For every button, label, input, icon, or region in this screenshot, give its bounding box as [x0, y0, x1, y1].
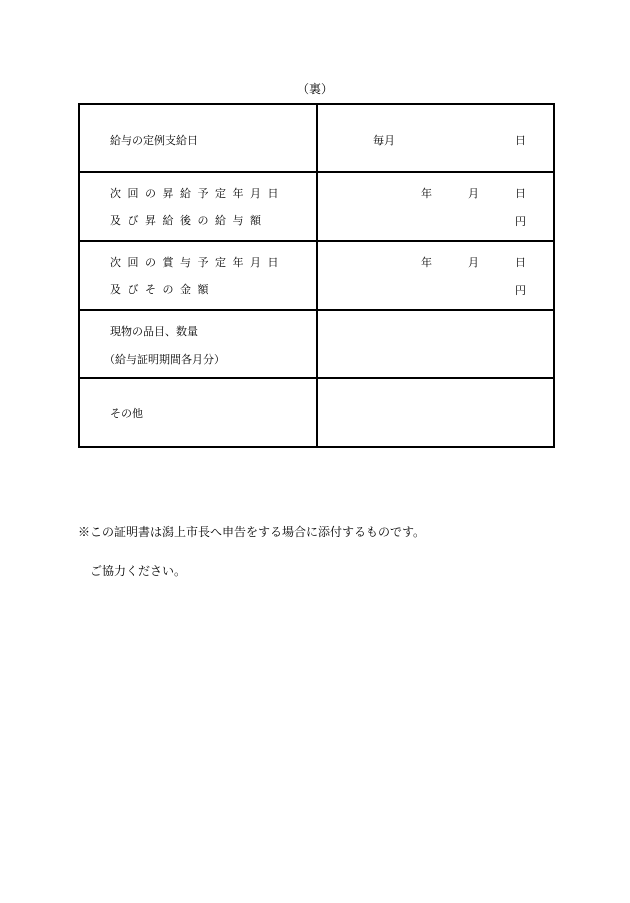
raise-label-cell	[79, 172, 317, 241]
other-value-cell	[317, 378, 554, 447]
bonus-row	[79, 241, 554, 310]
other-row	[79, 378, 554, 447]
payday-monthly-label: 毎月	[373, 134, 395, 147]
raise-day-unit: 日	[515, 187, 526, 200]
payday-row	[79, 104, 554, 172]
page-side-label: （裏）	[296, 82, 333, 96]
raise-month-unit: 月	[468, 187, 479, 200]
raise-row	[79, 172, 554, 241]
payday-value-cell	[317, 104, 554, 172]
in-kind-label-cell	[79, 310, 317, 378]
bonus-label-line2: 及びその金額	[110, 283, 215, 296]
other-label: その他	[110, 407, 143, 420]
payday-day-unit: 日	[515, 134, 526, 147]
bonus-label-cell	[79, 241, 317, 310]
note-line2: ご協力ください。	[90, 564, 187, 578]
other-label-cell	[79, 378, 317, 447]
bonus-label-line1: 次回の賞与予定年月日	[110, 256, 285, 269]
in-kind-label-line1: 現物の品目、数量	[110, 325, 198, 338]
payday-label: 給与の定例支給日	[110, 134, 198, 147]
raise-label-line2: 及び昇給後の給与額	[110, 214, 268, 227]
raise-yen-unit: 円	[515, 215, 526, 228]
payday-label-cell	[79, 104, 317, 172]
bonus-year-unit: 年	[421, 256, 432, 269]
raise-label-line1: 次回の昇給予定年月日	[110, 187, 285, 200]
bonus-month-unit: 月	[468, 256, 479, 269]
in-kind-value-cell	[317, 310, 554, 378]
in-kind-label-line2: （給与証明期間各月分）	[104, 353, 225, 366]
raise-value-cell	[317, 172, 554, 241]
note-line1: ※この証明書は潟上市長へ申告をする場合に添付するものです。	[78, 525, 426, 539]
bonus-yen-unit: 円	[515, 284, 526, 297]
in-kind-row	[79, 310, 554, 378]
bonus-value-cell	[317, 241, 554, 310]
bonus-day-unit: 日	[515, 256, 526, 269]
certificate-table	[78, 103, 555, 448]
raise-year-unit: 年	[421, 187, 432, 200]
